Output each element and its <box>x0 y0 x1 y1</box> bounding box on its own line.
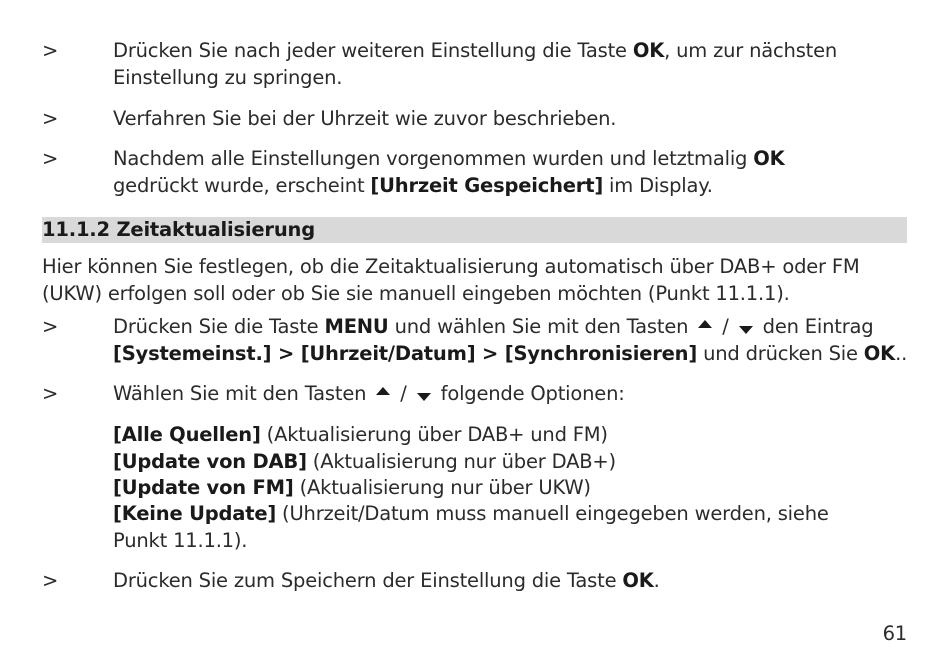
section-heading: 11.1.2 Zeitaktualisierung <box>42 218 315 241</box>
option-item-continued: Punkt 11.1.1). <box>113 529 248 552</box>
step3-text-b: gedrückt wurde, erscheint <box>113 174 371 197</box>
step4-text-b: und wählen Sie mit den Tasten <box>388 315 695 338</box>
bullet-marker: > <box>42 569 59 592</box>
slash-separator: / <box>394 382 413 405</box>
bullet-marker: > <box>42 39 59 62</box>
down-arrow-key-icon <box>739 326 753 334</box>
step3-text-a: Nachdem alle Einstellungen vorgenommen wurden und letztmalig <box>113 147 754 170</box>
step4-text-a: Drücken Sie die Taste <box>113 315 325 338</box>
step3-text-c: im Display. <box>603 174 713 197</box>
step5-line <box>113 380 625 407</box>
bullet-marker: > <box>42 315 59 338</box>
bullet-marker: > <box>42 382 59 405</box>
step4-line2 <box>113 340 907 367</box>
step4-line1 <box>113 313 873 340</box>
option-description: (Aktualisierung nur über DAB+) <box>306 450 616 473</box>
option-item <box>113 474 591 501</box>
step4-text-c: den Eintrag <box>756 315 874 338</box>
ok-key-label: OK <box>753 147 785 170</box>
option-label: [Keine Update] <box>113 502 277 525</box>
down-arrow-key-icon <box>417 393 431 401</box>
up-arrow-key-icon <box>698 320 712 328</box>
step4-text-e: .. <box>895 342 908 365</box>
intro-line2: (UKW) erfolgen soll oder ob Sie sie manuell eingeben möchten (Punkt 11.1.1). <box>42 282 790 305</box>
option-label: [Update von FM] <box>113 476 294 499</box>
step3-line2 <box>113 172 713 199</box>
step2-text: Verfahren Sie bei der Uhrzeit wie zuvor beschrieben. <box>113 107 617 130</box>
menu-path: [Systemeinst.] > [Uhrzeit/Datum] > [Synchronisieren] <box>113 342 698 365</box>
option-label: [Update von DAB] <box>113 450 307 473</box>
option-description: (Aktualisierung nur über UKW) <box>293 476 591 499</box>
intro-line1: Hier können Sie festlegen, ob die Zeitaktualisierung automatisch über DAB+ oder FM <box>42 255 860 278</box>
step6-text-a: Drücken Sie zum Speichern der Einstellung die Taste <box>113 569 623 592</box>
slash-separator: / <box>716 315 735 338</box>
option-description: (Aktualisierung über DAB+ und FM) <box>260 423 608 446</box>
ok-key-label: OK <box>863 342 896 365</box>
ok-key-label: OK <box>622 569 654 592</box>
bullet-marker: > <box>42 107 59 130</box>
option-label: [Alle Quellen] <box>113 423 261 446</box>
step1-text-b: , um zur nächsten <box>664 39 838 62</box>
step6-line <box>113 567 660 594</box>
up-arrow-key-icon <box>376 387 390 395</box>
step4-text-d: und drücken Sie <box>697 342 864 365</box>
option-item <box>113 421 608 448</box>
step1-text-a: Drücken Sie nach jeder weiteren Einstellung die Taste <box>113 39 633 62</box>
step1-line1 <box>113 37 837 64</box>
page-number: 61 <box>882 622 907 645</box>
option-description: (Uhrzeit/Datum muss manuell eingegeben werden, siehe <box>276 502 829 525</box>
ok-key-label: OK <box>632 39 665 62</box>
menu-key-label: MENU <box>324 315 389 338</box>
option-item <box>113 448 616 475</box>
step5-text-b: folgende Optionen: <box>434 382 625 405</box>
step1-line2: Einstellung zu springen. <box>113 66 343 89</box>
bullet-marker: > <box>42 147 59 170</box>
step5-text-a: Wählen Sie mit den Tasten <box>113 382 373 405</box>
option-item <box>113 500 829 527</box>
display-message: [Uhrzeit Gespeichert] <box>370 174 604 197</box>
step6-text-b: . <box>653 569 660 592</box>
step3-line1 <box>113 145 785 172</box>
